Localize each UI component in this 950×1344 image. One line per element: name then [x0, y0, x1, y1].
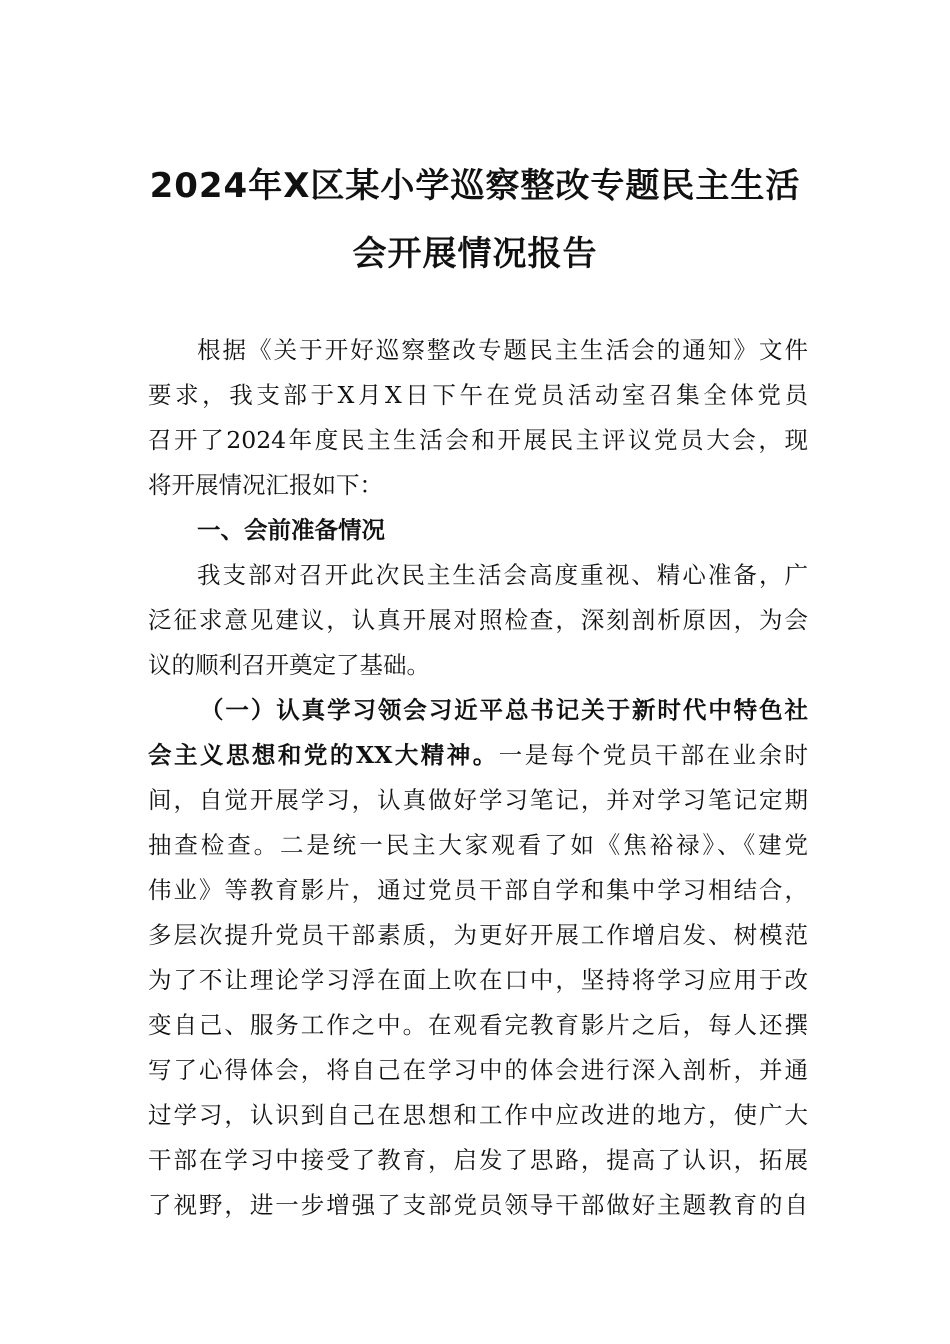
paragraph-line: 召开了2024年度民主生活会和开展民主评议党员大会，现: [148, 426, 808, 454]
paragraph-line: 间，自觉开展学习，认真做好学习笔记，并对学习笔记定期: [148, 786, 808, 814]
paragraph-line: 议的顺利召开奠定了基础。: [148, 651, 430, 679]
document-title-line-1: 2024年X区某小学巡察整改专题民主生活: [149, 166, 801, 206]
paragraph-line: 过学习，认识到自己在思想和工作中应改进的地方，使广大: [148, 1101, 808, 1129]
paragraph-line: 我支部对召开此次民主生活会高度重视、精心准备，广: [197, 561, 808, 589]
document-title-line-2: 会开展情况报告: [352, 234, 598, 274]
subsection-heading-line-2: [148, 740, 808, 770]
subsection-heading-continued: 会主义思想和党的XX大精神。: [148, 741, 499, 769]
paragraph-text: 一是每个党员干部在业余时: [498, 741, 809, 769]
paragraph-line: 伟业》等教育影片，通过党员干部自学和集中学习相结合，: [148, 876, 808, 904]
paragraph-line: 根据《关于开好巡察整改专题民主生活会的通知》文件: [197, 336, 808, 364]
subsection-heading: （一）认真学习领会习近平总书记关于新时代中特色社: [200, 696, 808, 724]
paragraph-line: 将开展情况汇报如下：: [148, 471, 383, 499]
paragraph-line: 多层次提升党员干部素质，为更好开展工作增启发、树模范: [148, 921, 808, 949]
paragraph-line: 泛征求意见建议，认真开展对照检查，深刻剖析原因，为会: [148, 606, 808, 634]
paragraph-line: 写了心得体会，将自己在学习中的体会进行深入剖析，并通: [148, 1056, 808, 1084]
paragraph-line: 要求，我支部于X月X日下午在党员活动室召集全体党员: [148, 381, 808, 409]
paragraph-line: 变自己、服务工作之中。在观看完教育影片之后，每人还撰: [148, 1011, 808, 1039]
section-heading: 一、会前准备情况: [197, 516, 385, 544]
paragraph-line: 干部在学习中接受了教育，启发了思路，提高了认识，拓展: [148, 1146, 808, 1174]
paragraph-line: 抽查检查。二是统一民主大家观看了如《焦裕禄》、《建党: [148, 831, 808, 859]
paragraph-line: 了视野，进一步增强了支部党员领导干部做好主题教育的自: [148, 1191, 808, 1219]
paragraph-line: 为了不让理论学习浮在面上吹在口中，坚持将学习应用于改: [148, 966, 808, 994]
